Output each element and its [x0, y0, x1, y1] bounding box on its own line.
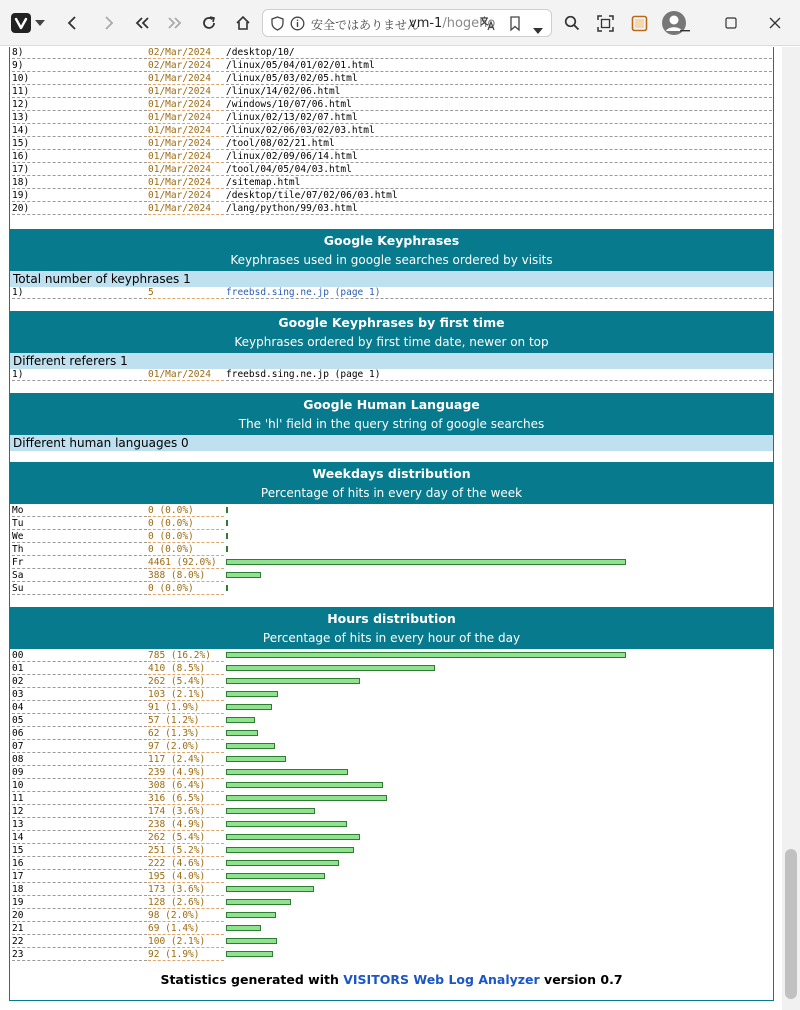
info-icon[interactable]: [290, 16, 305, 35]
row-value: 69 (1.4%): [148, 923, 224, 935]
bar-cell: [226, 858, 772, 870]
table-row: [12, 86, 772, 99]
chart-row: [12, 741, 772, 754]
bar-cell: [226, 544, 772, 556]
row-date: 01/Mar/2024: [148, 112, 224, 124]
bar-cell: [226, 780, 772, 792]
keyphrases-title: Google Keyphrases: [323, 233, 460, 248]
bar-cell: [226, 557, 772, 569]
chart-bar: [226, 559, 626, 565]
table-row: [12, 203, 772, 216]
row-value: 103 (2.1%): [148, 689, 224, 701]
row-date: 01/Mar/2024: [148, 151, 224, 163]
chart-row: [12, 871, 772, 884]
chart-bar: [226, 717, 255, 723]
bar-cell: [226, 676, 772, 688]
panel-toggle-icon[interactable]: [628, 11, 650, 35]
row-rank: 20): [12, 203, 147, 215]
row-path: /linux/02/09/06/14.html: [226, 151, 772, 163]
row-path: /tool/08/02/21.html: [226, 138, 772, 150]
row-rank: 1): [12, 287, 147, 299]
keyphrases-info: Total number of keyphrases 1: [10, 271, 773, 287]
row-keyphrase: freebsd.sing.ne.jp (page 1): [226, 369, 772, 381]
row-value: 0 (0.0%): [148, 531, 224, 543]
row-label: 05: [12, 715, 147, 727]
row-date: 01/Mar/2024: [148, 369, 224, 381]
row-value: 308 (6.4%): [148, 780, 224, 792]
row-label: 21: [12, 923, 147, 935]
chart-row: [12, 518, 772, 531]
row-date: 01/Mar/2024: [148, 125, 224, 137]
chart-bar: [226, 873, 325, 879]
chart-row: [12, 936, 772, 949]
security-status-text: 安全ではありません: [311, 18, 420, 32]
row-label: 01: [12, 663, 147, 675]
row-value: 238 (4.9%): [148, 819, 224, 831]
row-date: 01/Mar/2024: [148, 164, 224, 176]
chart-row: [12, 715, 772, 728]
chart-bar: [226, 847, 354, 853]
row-value: 0 (0.0%): [148, 518, 224, 530]
row-label: 02: [12, 676, 147, 688]
chart-bar: [226, 585, 228, 591]
row-rank: 16): [12, 151, 147, 163]
bar-cell: [226, 936, 772, 948]
row-rank: 17): [12, 164, 147, 176]
translate-icon[interactable]: [479, 15, 495, 35]
bar-cell: [226, 689, 772, 701]
chart-bar: [226, 533, 228, 539]
address-bar[interactable]: [262, 9, 552, 37]
row-value: 239 (4.9%): [148, 767, 224, 779]
footer-prefix: Statistics generated with: [160, 972, 339, 987]
row-label: 13: [12, 819, 147, 831]
keyphrases-header: [10, 229, 773, 271]
chart-row: [12, 689, 772, 702]
row-rank: 18): [12, 177, 147, 189]
chart-row: [12, 910, 772, 923]
bar-cell: [226, 767, 772, 779]
bookmark-icon[interactable]: [509, 16, 521, 35]
browser-toolbar: [0, 0, 800, 46]
bar-cell: [226, 923, 772, 935]
row-label: 18: [12, 884, 147, 896]
row-label: 03: [12, 689, 147, 701]
row-label: Su: [12, 583, 147, 595]
bar-cell: [226, 728, 772, 740]
row-value: 62 (1.3%): [148, 728, 224, 740]
chart-row: [12, 570, 772, 583]
keyphrases-first-header: [10, 311, 773, 353]
bar-cell: [226, 505, 772, 517]
chart-bar: [226, 704, 272, 710]
report-frame: [9, 47, 774, 1001]
table-row: [12, 73, 772, 86]
chart-row: [12, 754, 772, 767]
capture-icon[interactable]: [594, 11, 616, 35]
chart-bar: [226, 782, 383, 788]
vertical-scrollbar[interactable]: [782, 47, 800, 1010]
chart-bar: [226, 507, 228, 513]
keyphrases-subtitle: Keyphrases used in google searches ordered by visits: [230, 253, 553, 267]
row-path: /windows/10/07/06.html: [226, 99, 772, 111]
row-label: 20: [12, 910, 147, 922]
row-value: 117 (2.4%): [148, 754, 224, 766]
chart-bar: [226, 860, 339, 866]
search-icon[interactable]: [561, 11, 583, 35]
keyphrases-first-info: Different referers 1: [10, 353, 773, 369]
row-date: 02/Mar/2024: [148, 47, 224, 59]
row-label: 08: [12, 754, 147, 766]
url-text[interactable]: [409, 16, 496, 31]
row-date: 01/Mar/2024: [148, 86, 224, 98]
bar-cell: [226, 910, 772, 922]
chart-row: [12, 949, 772, 962]
chart-row: [12, 819, 772, 832]
keyphrases-first-title: Google Keyphrases by first time: [278, 315, 505, 330]
row-value: 195 (4.0%): [148, 871, 224, 883]
chart-bar: [226, 665, 435, 671]
chart-row: [12, 923, 772, 936]
row-path: /linux/14/02/06.html: [226, 86, 772, 98]
chart-bar: [226, 572, 261, 578]
row-rank: 10): [12, 73, 147, 85]
row-label: Mo: [12, 505, 147, 517]
weekdays-title: Weekdays distribution: [312, 466, 471, 481]
table-row: [12, 190, 772, 203]
row-value: 5: [148, 287, 224, 299]
bar-cell: [226, 650, 772, 662]
bar-cell: [226, 806, 772, 818]
human-language-title: Google Human Language: [303, 397, 480, 412]
chart-row: [12, 897, 772, 910]
row-path: /tool/04/05/04/03.html: [226, 164, 772, 176]
hours-subtitle: Percentage of hits in every hour of the day: [262, 631, 521, 645]
bar-cell: [226, 832, 772, 844]
table-row: [12, 125, 772, 138]
row-rank: 11): [12, 86, 147, 98]
row-label: 22: [12, 936, 147, 948]
row-label: 19: [12, 897, 147, 909]
url-host-rest: /hogeho: [442, 16, 496, 31]
row-label: 07: [12, 741, 147, 753]
table-row: [12, 60, 772, 73]
row-label: 10: [12, 780, 147, 792]
row-value: 91 (1.9%): [148, 702, 224, 714]
human-language-subtitle: The 'hl' field in the query string of google searches: [238, 417, 545, 431]
bar-cell: [226, 583, 772, 595]
home-icon[interactable]: [232, 11, 254, 35]
row-label: 06: [12, 728, 147, 740]
row-label: 12: [12, 806, 147, 818]
row-label: 11: [12, 793, 147, 805]
row-label: Sa: [12, 570, 147, 582]
bar-cell: [226, 702, 772, 714]
bar-cell: [226, 871, 772, 883]
chart-row: [12, 845, 772, 858]
chart-bar: [226, 912, 276, 918]
chart-row: [12, 583, 772, 596]
table-row: [12, 177, 772, 190]
footer-suffix: version 0.7: [544, 972, 623, 987]
bar-cell: [226, 884, 772, 896]
keyphrases-first-subtitle: Keyphrases ordered by first time date, newer on top: [234, 335, 549, 349]
table-row: [12, 164, 772, 177]
reload-icon[interactable]: [198, 11, 220, 35]
row-date: 01/Mar/2024: [148, 190, 224, 202]
chart-row: [12, 544, 772, 557]
url-host-main: vm-1: [409, 16, 443, 31]
chart-bar: [226, 795, 387, 801]
row-value: 173 (3.6%): [148, 884, 224, 896]
row-value: 128 (2.6%): [148, 897, 224, 909]
footer-credit: [10, 972, 773, 987]
chart-bar: [226, 652, 626, 658]
row-label: Tu: [12, 518, 147, 530]
table-row: [12, 47, 772, 60]
chart-bar: [226, 769, 348, 775]
hours-title: Hours distribution: [327, 611, 456, 626]
row-rank: 9): [12, 60, 147, 72]
chart-bar: [226, 886, 314, 892]
row-value: 0 (0.0%): [148, 505, 224, 517]
row-value: 92 (1.9%): [148, 949, 224, 961]
chart-row: [12, 557, 772, 570]
row-date: 02/Mar/2024: [148, 60, 224, 72]
page-viewport: [0, 47, 782, 1010]
menu-chevron-down-icon[interactable]: [33, 11, 47, 35]
chart-bar: [226, 821, 347, 827]
bar-cell: [226, 741, 772, 753]
chart-row: [12, 884, 772, 897]
row-label: Th: [12, 544, 147, 556]
chart-row: [12, 780, 772, 793]
row-value: 98 (2.0%): [148, 910, 224, 922]
row-label: Fr: [12, 557, 147, 569]
bar-cell: [226, 570, 772, 582]
fast-forward-icon[interactable]: [164, 11, 186, 35]
row-value: 262 (5.4%): [148, 676, 224, 688]
row-path: /linux/02/06/03/02/03.html: [226, 125, 772, 137]
row-label: 17: [12, 871, 147, 883]
chart-bar: [226, 520, 228, 526]
row-path: /linux/05/03/02/05.html: [226, 73, 772, 85]
row-value: 174 (3.6%): [148, 806, 224, 818]
weekdays-subtitle: Percentage of hits in every day of the week: [260, 486, 523, 500]
table-row: [12, 99, 772, 112]
chart-row: [12, 676, 772, 689]
chart-row: [12, 531, 772, 544]
human-language-info: Different human languages 0: [10, 435, 773, 451]
row-label: 15: [12, 845, 147, 857]
chart-bar: [226, 756, 286, 762]
chart-row: [12, 505, 772, 518]
bar-cell: [226, 531, 772, 543]
chart-bar: [226, 743, 275, 749]
chart-bar: [226, 938, 277, 944]
chart-row: [12, 663, 772, 676]
bar-cell: [226, 754, 772, 766]
chart-row: [12, 793, 772, 806]
row-value: 0 (0.0%): [148, 583, 224, 595]
row-value: 222 (4.6%): [148, 858, 224, 870]
row-path: /linux/02/13/02/07.html: [226, 112, 772, 124]
row-path: /desktop/10/: [226, 47, 772, 59]
row-rank: 15): [12, 138, 147, 150]
bar-cell: [226, 819, 772, 831]
bar-cell: [226, 897, 772, 909]
maximize-window-icon[interactable]: [719, 11, 743, 35]
row-value: 100 (2.1%): [148, 936, 224, 948]
row-label: 09: [12, 767, 147, 779]
chart-row: [12, 650, 772, 663]
bar-cell: [226, 949, 772, 961]
row-date: 01/Mar/2024: [148, 99, 224, 111]
hours-header: [10, 607, 773, 649]
chart-bar: [226, 834, 360, 840]
vivaldi-logo-icon[interactable]: [10, 11, 32, 35]
row-rank: 14): [12, 125, 147, 137]
row-value: 785 (16.2%): [148, 650, 224, 662]
row-value: 262 (5.4%): [148, 832, 224, 844]
table-row: [12, 151, 772, 164]
weekdays-header: [10, 462, 773, 504]
chart-row: [12, 832, 772, 845]
chart-bar: [226, 899, 291, 905]
visitors-link[interactable]: VISITORS Web Log Analyzer: [343, 972, 540, 987]
table-row: [12, 138, 772, 151]
row-value: 388 (8.0%): [148, 570, 224, 582]
table-row: [12, 112, 772, 125]
row-value: 57 (1.2%): [148, 715, 224, 727]
table-row: [12, 287, 772, 300]
chart-bar: [226, 678, 360, 684]
chart-row: [12, 767, 772, 780]
row-value: 251 (5.2%): [148, 845, 224, 857]
chart-row: [12, 728, 772, 741]
chart-bar: [226, 730, 258, 736]
chart-row: [12, 702, 772, 715]
row-value: 410 (8.5%): [148, 663, 224, 675]
row-value: 0 (0.0%): [148, 544, 224, 556]
row-label: 14: [12, 832, 147, 844]
row-path: /desktop/tile/07/02/06/03.html: [226, 190, 772, 202]
row-rank: 1): [12, 369, 147, 381]
row-path: /linux/05/04/01/02/01.html: [226, 60, 772, 72]
row-label: 23: [12, 949, 147, 961]
row-path: /lang/python/99/03.html: [226, 203, 772, 215]
forward-icon[interactable]: [97, 11, 119, 35]
keyphrase-link[interactable]: freebsd.sing.ne.jp (page 1): [226, 287, 772, 299]
address-dropdown-icon[interactable]: [533, 20, 543, 39]
chart-bar: [226, 808, 315, 814]
row-rank: 8): [12, 47, 147, 59]
close-window-icon[interactable]: [763, 11, 787, 35]
row-label: 00: [12, 650, 147, 662]
chart-bar: [226, 951, 273, 957]
chart-bar: [226, 546, 228, 552]
human-language-header: [10, 393, 773, 435]
row-label: 04: [12, 702, 147, 714]
row-date: 01/Mar/2024: [148, 73, 224, 85]
row-rank: 13): [12, 112, 147, 124]
row-value: 316 (6.5%): [148, 793, 224, 805]
row-date: 01/Mar/2024: [148, 138, 224, 150]
chart-row: [12, 858, 772, 871]
row-rank: 19): [12, 190, 147, 202]
chart-bar: [226, 691, 278, 697]
row-date: 01/Mar/2024: [148, 177, 224, 189]
bar-cell: [226, 845, 772, 857]
bar-cell: [226, 715, 772, 727]
table-row: [12, 369, 772, 382]
chart-bar: [226, 925, 261, 931]
back-icon[interactable]: [62, 11, 84, 35]
chart-row: [12, 806, 772, 819]
bar-cell: [226, 518, 772, 530]
rewind-icon[interactable]: [131, 11, 153, 35]
row-rank: 12): [12, 99, 147, 111]
bar-cell: [226, 663, 772, 675]
row-path: /sitemap.html: [226, 177, 772, 189]
row-value: 4461 (92.0%): [148, 557, 224, 569]
shield-icon[interactable]: [271, 16, 284, 35]
bar-cell: [226, 793, 772, 805]
row-label: 16: [12, 858, 147, 870]
row-label: We: [12, 531, 147, 543]
minimize-indicator-icon: [678, 19, 692, 43]
row-value: 97 (2.0%): [148, 741, 224, 753]
scrollbar-thumb[interactable]: [785, 849, 797, 999]
row-date: 01/Mar/2024: [148, 203, 224, 215]
